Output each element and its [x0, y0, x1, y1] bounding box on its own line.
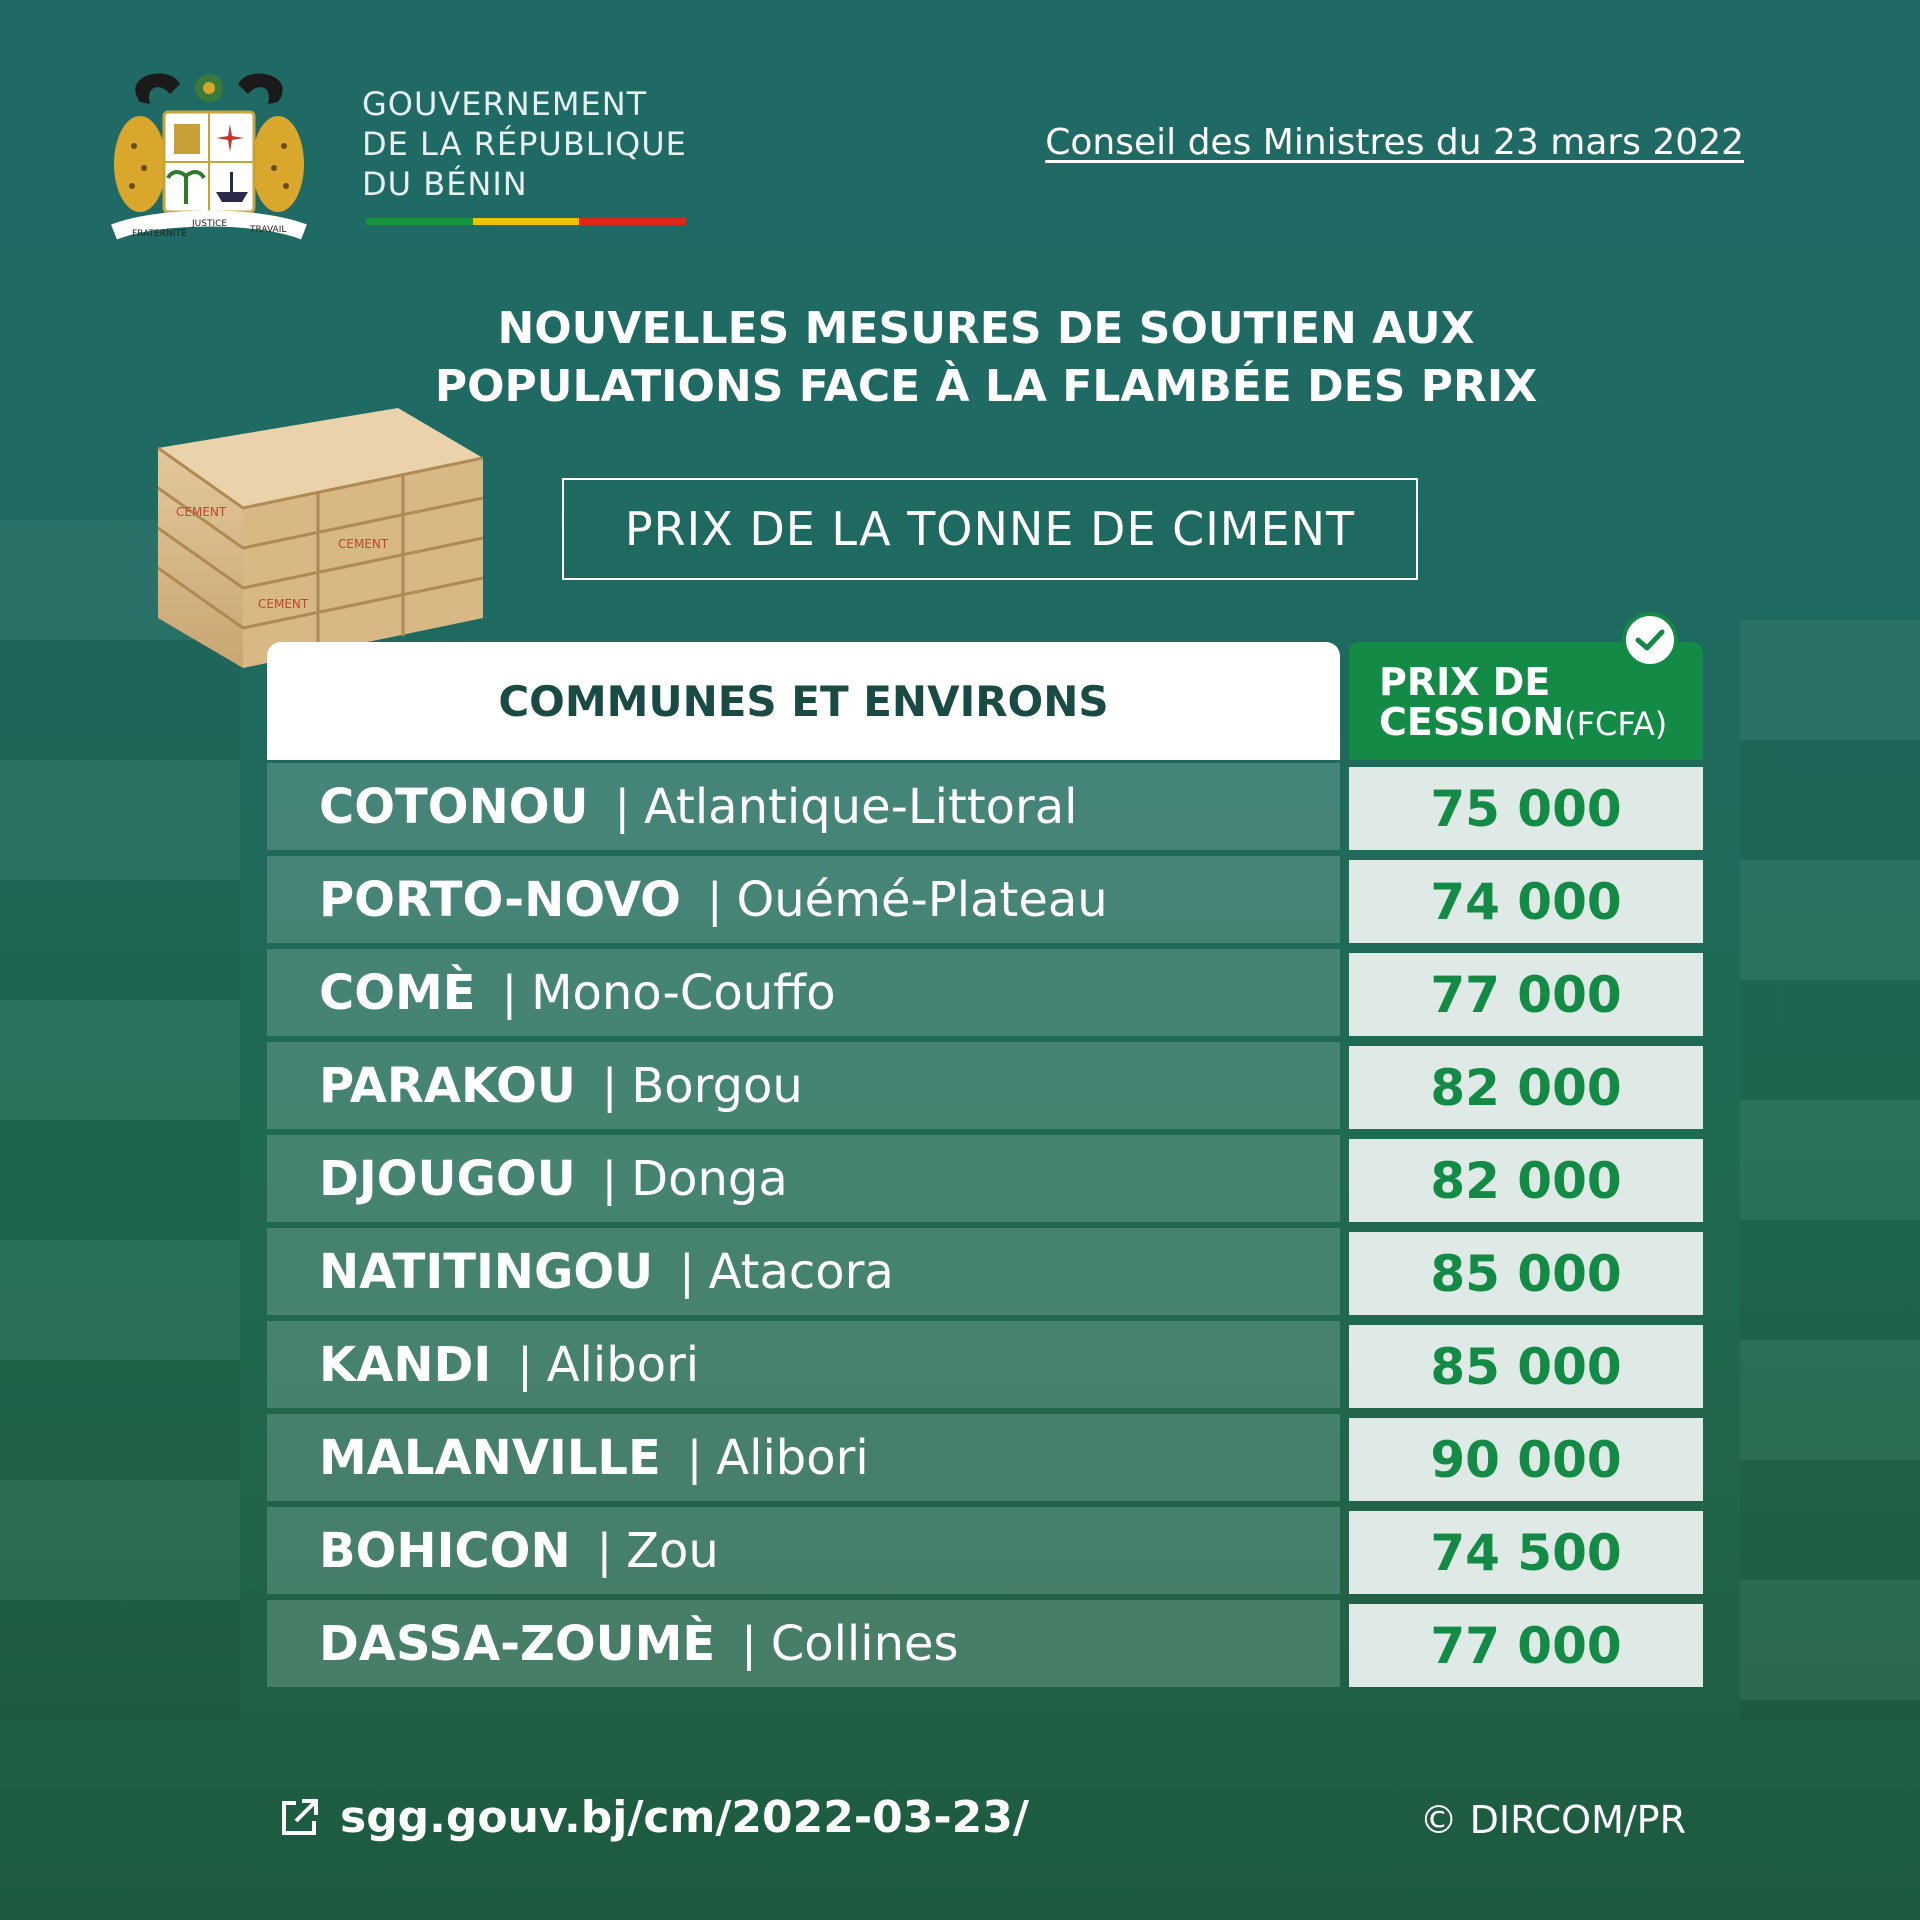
flag-color-bar — [366, 218, 686, 225]
region-name: Borgou — [631, 1057, 803, 1114]
price-cell: 74 500 — [1349, 1511, 1703, 1594]
gov-title-line: DU BÉNIN — [362, 165, 528, 203]
table-row — [267, 1507, 1703, 1594]
external-link-icon — [276, 1795, 322, 1841]
separator: | — [601, 1058, 618, 1113]
commune-cell — [267, 1507, 1340, 1594]
region-name: Zou — [626, 1522, 719, 1579]
table-row — [267, 1321, 1703, 1408]
city-name: PORTO-NOVO — [319, 871, 681, 928]
separator: | — [741, 1616, 757, 1671]
region-name: Alibori — [546, 1336, 700, 1393]
council-date-link[interactable]: Conseil des Ministres du 23 mars 2022 — [1045, 122, 1744, 163]
city-name: BOHICON — [319, 1522, 571, 1579]
gov-title-line: GOUVERNEMENT — [362, 85, 648, 123]
city-name: COTONOU — [319, 778, 589, 835]
cement-label: CEMENT — [338, 537, 389, 551]
price-cell: 77 000 — [1349, 1604, 1703, 1687]
price-cell: 82 000 — [1349, 1046, 1703, 1129]
check-icon — [1622, 612, 1678, 668]
city-name: MALANVILLE — [319, 1429, 661, 1486]
city-name: PARAKOU — [319, 1057, 576, 1114]
flag-green — [366, 218, 473, 225]
region-name: Alibori — [716, 1429, 869, 1486]
price-cell: 74 000 — [1349, 860, 1703, 943]
cement-label: CEMENT — [258, 597, 309, 611]
cement-label: CEMENT — [176, 505, 227, 519]
city-name: DASSA-ZOUMÈ — [319, 1615, 716, 1672]
commune-cell — [267, 763, 1340, 850]
separator: | — [501, 965, 518, 1020]
table-row — [267, 1600, 1703, 1687]
separator: | — [601, 1151, 618, 1206]
table-row — [267, 1042, 1703, 1129]
city-name: KANDI — [319, 1336, 492, 1393]
region-name: Ouémé-Plateau — [736, 871, 1108, 928]
table-row — [267, 1228, 1703, 1315]
region-name: Atlantique-Littoral — [644, 778, 1078, 835]
table-header-communes: COMMUNES ET ENVIRONS — [267, 642, 1340, 760]
table-row — [267, 856, 1703, 943]
region-name: Donga — [631, 1150, 788, 1207]
table-row — [267, 1135, 1703, 1222]
separator: | — [614, 779, 631, 834]
source-link[interactable] — [276, 1792, 1029, 1843]
main-title-line: POPULATIONS FACE À LA FLAMBÉE DES PRIX — [434, 361, 1538, 412]
commune-cell — [267, 1414, 1340, 1501]
price-cell: 85 000 — [1349, 1325, 1703, 1408]
separator: | — [596, 1523, 613, 1578]
commune-cell — [267, 1321, 1340, 1408]
coat-of-arms-logo — [100, 64, 318, 254]
region-name: Atacora — [708, 1243, 894, 1300]
separator: | — [706, 872, 723, 927]
separator: | — [686, 1430, 703, 1485]
flag-yellow — [473, 218, 580, 225]
background-building-right — [1740, 620, 1920, 1720]
commune-cell — [267, 1042, 1340, 1129]
region-name: Collines — [770, 1615, 959, 1672]
background-building-left — [0, 520, 240, 1720]
header-price-line1: PRIX DE — [1379, 660, 1551, 704]
commune-cell — [267, 949, 1340, 1036]
city-name: NATITINGOU — [319, 1243, 654, 1300]
separator: | — [679, 1244, 695, 1299]
table-row — [267, 949, 1703, 1036]
price-cell: 77 000 — [1349, 953, 1703, 1036]
motto-justice: JUSTICE — [192, 219, 228, 229]
price-cell: 90 000 — [1349, 1418, 1703, 1501]
commune-cell — [267, 1135, 1340, 1222]
source-link-text[interactable]: sgg.gouv.bj/cm/2022-03-23/ — [340, 1792, 1029, 1843]
main-title — [400, 300, 1572, 416]
commune-cell — [267, 1600, 1340, 1687]
commune-cell — [267, 1228, 1340, 1315]
commune-cell — [267, 856, 1340, 943]
region-name: Mono-Couffo — [531, 964, 836, 1021]
table-row — [267, 763, 1703, 850]
price-cell: 75 000 — [1349, 767, 1703, 850]
city-name: COMÈ — [319, 964, 476, 1021]
flag-red — [579, 218, 686, 225]
header-price-unit: (FCFA) — [1564, 705, 1668, 743]
motto-travail: TRAVAIL — [250, 225, 287, 235]
copyright: © DIRCOM/PR — [1419, 1798, 1686, 1842]
table-row — [267, 1414, 1703, 1501]
price-cell: 82 000 — [1349, 1139, 1703, 1222]
subtitle-box: PRIX DE LA TONNE DE CIMENT — [562, 478, 1418, 580]
gov-title-line: DE LA RÉPUBLIQUE — [362, 125, 687, 163]
price-table — [267, 763, 1703, 1693]
main-title-line: NOUVELLES MESURES DE SOUTIEN AUX — [497, 303, 1475, 354]
motto-fraternite: FRATERNITÉ — [132, 229, 187, 239]
header-price-line2: CESSION — [1379, 700, 1565, 744]
city-name: DJOUGOU — [319, 1150, 576, 1207]
separator: | — [517, 1337, 533, 1392]
price-cell: 85 000 — [1349, 1232, 1703, 1315]
government-title — [362, 84, 687, 204]
